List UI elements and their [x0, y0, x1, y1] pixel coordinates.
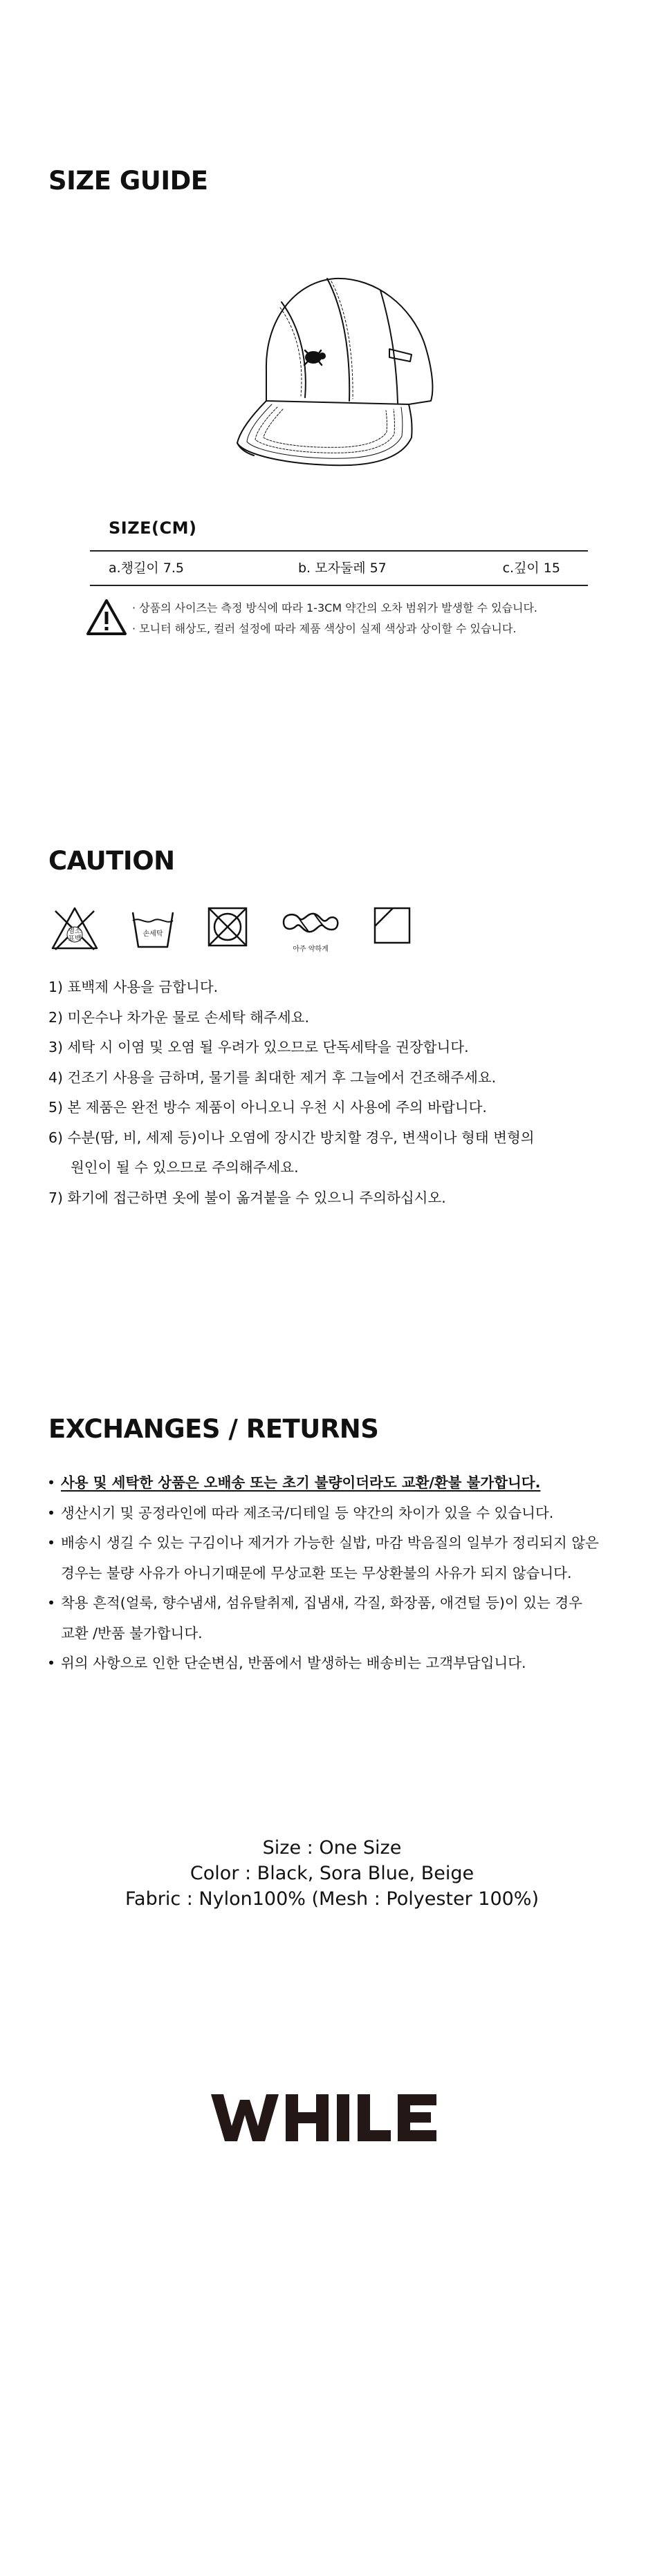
spec-fabric: Fabric : Nylon100% (Mesh : Polyester 100%)	[124, 1888, 539, 1910]
caution-item: 3) 세탁 시 이염 및 오염 될 우려가 있으므로 단독세탁을 권장합니다.	[48, 1039, 469, 1055]
care-icons	[50, 905, 437, 961]
color-note: · 모니터 해상도, 컬러 설정에 따라 제품 색상이 실제 색상과 상이할 수 있습니다.	[132, 622, 517, 635]
caution-list	[48, 972, 622, 1213]
size-table-label: SIZE(CM)	[109, 518, 197, 538]
caution-item: 5) 본 제품은 완전 방수 제품이 아니오니 우천 시 사용에 주의 바랍니다.	[48, 1099, 487, 1116]
exchange-item	[47, 1588, 628, 1619]
bullet: •	[47, 1534, 56, 1551]
bullet: •	[47, 1595, 56, 1611]
hand-wash-icon	[130, 905, 176, 954]
no-bleach-label-bottom: 표백	[68, 935, 82, 943]
exchanges-list	[47, 1468, 628, 1679]
product-specs	[0, 1835, 664, 1912]
size-note: · 상품의 사이즈는 측정 방식에 따라 1-3CM 약간의 오차 범위가 발생할 수 있습니다.	[132, 601, 537, 614]
exchange-item-text: 사용 및 세탁한 상품은 오배송 또는 초기 불량이더라도 교환/환불 불가합니다.	[61, 1474, 541, 1491]
caution-item: 2) 미온수나 차가운 물로 손세탁 해주세요.	[48, 1008, 309, 1026]
size-table	[90, 514, 588, 586]
gentle-wring-label: 아주 약하게	[293, 946, 329, 953]
brim-length-cell: a.챙길이 7.5	[109, 561, 185, 576]
while-logo	[211, 2090, 453, 2145]
exchange-item	[47, 1528, 628, 1559]
exchange-item-text: 생산시기 및 공정라인에 따라 제조국/디테일 등 약간의 차이가 있을 수 있습니다.	[61, 1504, 554, 1521]
no-bleach-icon	[50, 905, 100, 954]
spec-color: Color : Black, Sora Blue, Beige	[190, 1863, 474, 1884]
caution-title: CAUTION	[48, 846, 175, 876]
size-row	[90, 552, 588, 586]
exchange-item	[47, 1498, 628, 1529]
exchanges-title: EXCHANGES / RETURNS	[48, 1414, 379, 1444]
exchange-item-text: 위의 사항으로 인한 단순변심, 반품에서 발생하는 배송비는 고객부담입니다.	[61, 1655, 526, 1671]
caution-item: 4) 건조기 사용을 금하며, 물기를 최대한 제거 후 그늘에서 건조해주세요.	[48, 1069, 497, 1086]
caution-item: 1) 표백제 사용을 금합니다.	[48, 979, 219, 995]
bullet: •	[47, 1655, 56, 1671]
exchange-item	[47, 1648, 628, 1679]
size-guide-title: SIZE GUIDE	[48, 166, 208, 196]
depth-cell: c.깊이 15	[502, 561, 560, 576]
shade-dry-icon	[372, 905, 412, 946]
exchange-item-continued: 경우는 불량 사유가 아니기때문에 무상교환 또는 무상환불의 사유가 되지 않습니다.	[61, 1564, 572, 1581]
cap-illustration	[204, 266, 439, 473]
head-circumference-cell: b. 모자둘레 57	[298, 561, 387, 576]
hand-wash-label: 손세탁	[142, 930, 163, 938]
caution-item: 6) 수분(땀, 비, 세제 등)이나 오염에 장시간 방치할 경우, 변색이나 형태 변형의	[48, 1129, 535, 1146]
no-tumble-dry-icon	[206, 905, 249, 948]
exchange-item-text: 배송시 생길 수 있는 구김이나 제거가 가능한 실밥, 마감 박음질의 일부가 정리되지 않은	[61, 1534, 599, 1551]
exchange-item-text: 착용 흔적(얼룩, 향수냄새, 섬유탈취제, 집냄새, 각질, 화장품, 애견털 등)이 있는 경우	[61, 1595, 582, 1611]
warning-icon	[85, 598, 128, 637]
gentle-wring-icon	[279, 905, 342, 958]
bullet: •	[47, 1474, 56, 1491]
bullet: •	[47, 1504, 56, 1521]
spec-size: Size : One Size	[262, 1837, 402, 1859]
caution-item: 7) 화기에 접근하면 옷에 불이 옮겨붙을 수 있으니 주의하십시오.	[48, 1189, 446, 1206]
no-bleach-label-top: 염소	[68, 928, 82, 935]
exchange-item	[47, 1468, 628, 1498]
exchange-item-continued: 교환 /반품 불가합니다.	[61, 1624, 203, 1642]
caution-item-continued: 원인이 될 수 있으므로 주의해주세요.	[71, 1159, 299, 1176]
